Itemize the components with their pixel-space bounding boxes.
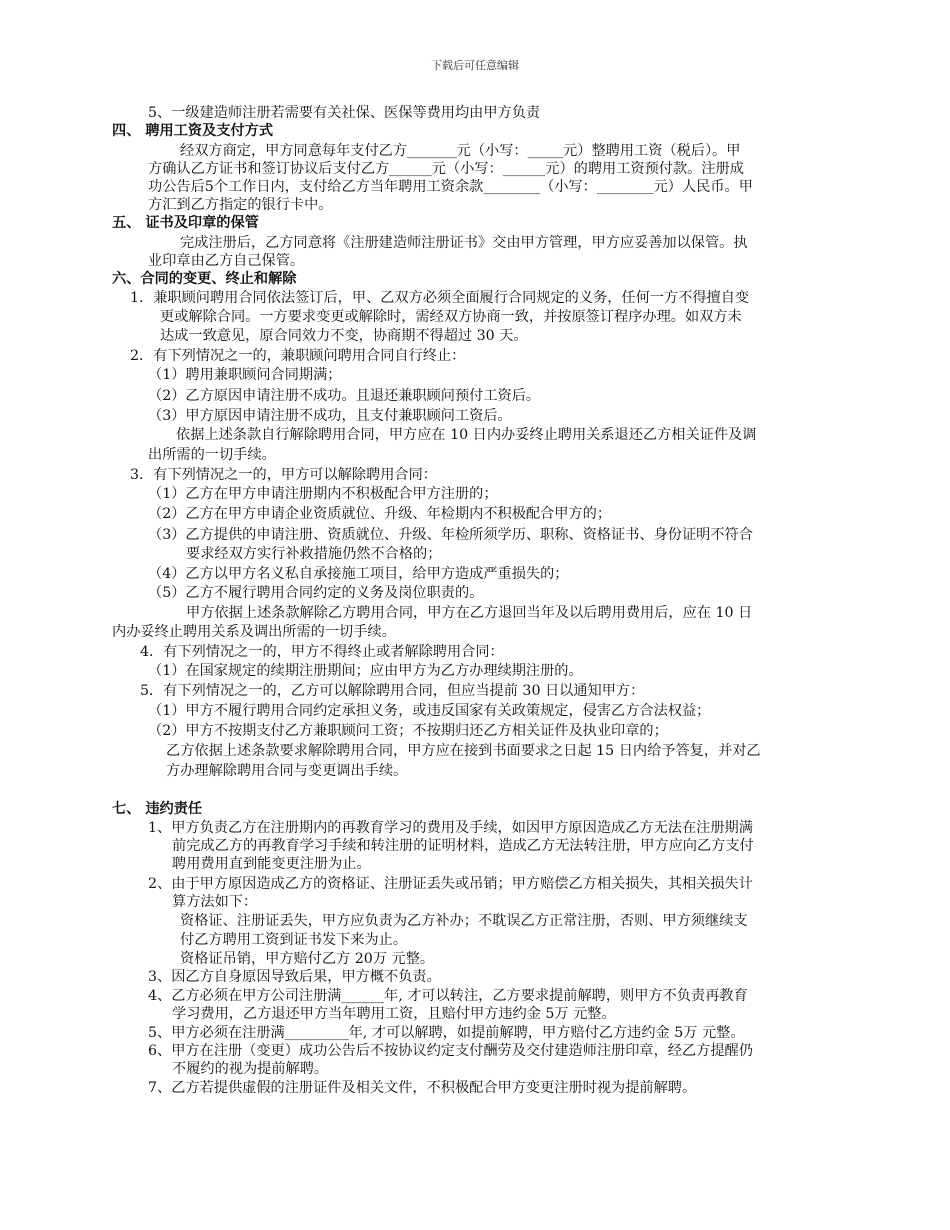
body-text-line: 方办理解除聘用合同与变更调出手续。 (166, 763, 408, 779)
body-text-line: 资格证、注册证丢失，甲方应负责为乙方补办；不耽误乙方正常注册，否则、甲方须继续支 (180, 913, 748, 929)
body-text-line: 达成一致意见，原合同效力不变，协商期不得超过 30 天。 (160, 328, 528, 344)
body-text-line: 7、乙方若提供虚假的注册证件及相关文件，不积极配合甲方变更注册时视为提前解聘。 (148, 1080, 697, 1096)
body-text-line: 经双方商定，甲方同意每年支付乙方_______元（小写：_____元）整聘用工资（税后）。甲 (180, 143, 741, 159)
body-text-line: 算方法如下： (172, 894, 258, 910)
body-text-line: 乙方依据上述条款要求解除聘用合同，甲方应在接到书面要求之日起 15 日内给予答复，并对乙 (166, 743, 761, 759)
body-text-line: （2）乙方原因申请注册不成功。且退还兼职顾问预付工资后。 (148, 388, 541, 404)
body-text-line: 方汇到乙方指定的银行卡中。 (148, 197, 333, 213)
body-text-line: （1）甲方不履行聘用合同约定承担义务，或违反国家有关政策规定，侵害乙方合法权益； (148, 703, 711, 719)
body-text-line: 3、因乙方自身原因导致后果，甲方概不负责。 (148, 969, 441, 985)
body-text-line: （2）乙方在甲方申请企业资质就位、升级、年检期内不积极配合甲方的； (148, 506, 612, 522)
body-text-line: （3）乙方提供的申请注册、资质就位、升级、年检所须学历、职称、资格证书、身份证明不符合 (148, 527, 753, 543)
body-text-line: 前完成乙方的再教育学习手续和转注册的证明材料，造成乙方无法转注册，甲方应向乙方支付 (172, 838, 754, 854)
body-text-line: 要求经双方实行补救措施仍然不合格的； (186, 546, 442, 562)
body-text-line: （1）乙方在甲方申请注册期内不积极配合甲方注册的； (148, 486, 498, 502)
body-text-line: （3）甲方原因申请注册不成功，且支付兼职顾问工资后。 (148, 408, 512, 424)
body-text-line: 不履约的视为提前解聘。 (172, 1061, 329, 1077)
section-heading: 六、合同的变更、终止和解除 (112, 271, 297, 287)
body-text-line: （1）在国家规定的续期注册期间；应由甲方为乙方办理续期注册的。 (148, 663, 583, 679)
body-text-line: 功公告后5个工作日内，支付给乙方当年聘用工资余款________（小写：________元）人民币。甲 (148, 179, 753, 195)
section-heading: 四、 聘用工资及支付方式 (112, 123, 274, 139)
page-header: 下载后可任意编辑 (431, 59, 519, 72)
body-text-line: 2、由于甲方原因造成乙方的资格证、注册证丢失或吊销；甲方赔偿乙方相关损失，其相关损失计 (148, 876, 753, 892)
body-text-line: 1、甲方负责乙方在注册期内的再教育学习的费用及手续，如因甲方原因造成乙方无法在注册期满 (148, 820, 753, 836)
body-text-line: 资格证吊销，甲方赔付乙方 20万 元整。 (180, 951, 435, 967)
body-text-line: 3．有下列情况之一的，甲方可以解除聘用合同： (130, 467, 437, 483)
body-text-line: 1．兼职顾问聘用合同依法签订后，甲、乙双方必须全面履行合同规定的义务，任何一方不得擅自变 (130, 290, 750, 306)
body-text-line: 4、乙方必须在甲方公司注册满______年, 才可以转注，乙方要求提前解聘，则甲方不负责再教育 (148, 988, 748, 1004)
body-text-line: 5、一级建造师注册若需要有关社保、医保等费用均由甲方负责 (148, 105, 541, 121)
body-text-line: （1）聘用兼职顾问合同期满； (148, 367, 342, 383)
body-text-line: （2）甲方不按期支付乙方兼职顾问工资；不按期归还乙方相关证件及执业印章的； (148, 723, 668, 739)
body-text-line: 2．有下列情况之一的，兼职顾问聘用合同自行终止： (130, 348, 466, 364)
body-text-line: 甲方依据上述条款解除乙方聘用合同，甲方在乙方退回当年及以后聘用费用后，应在 10 日 (186, 605, 753, 621)
body-text-line: 内办妥终止聘用关系及调出所需的一切手续。 (112, 624, 396, 640)
body-text-line: 完成注册后，乙方同意将《注册建造师注册证书》交由甲方管理，甲方应妥善加以保管。执 (180, 235, 748, 251)
body-text-line: 出所需的一切手续。 (148, 447, 276, 463)
body-text-line: 5、甲方必须在注册满_________年, 才可以解聘，如提前解聘，甲方赔付乙方违约金 5万 元整。 (148, 1025, 745, 1041)
body-text-line: 依据上述条款自行解除聘用合同，甲方应在 10 日内办妥终止聘用关系退还乙方相关证件及调 (176, 427, 757, 443)
body-text-line: 6、甲方在注册（变更）成功公告后不按协议约定支付酬劳及交付建造师注册印章，经乙方提醒仍 (148, 1043, 753, 1059)
body-text-line: 业印章由乙方自己保管。 (148, 253, 305, 269)
body-text-line: 方确认乙方证书和签订协议后支付乙方______元（小写：______元）的聘用工资预付款。注册成 (148, 161, 744, 177)
section-heading: 五、 证书及印章的保管 (112, 215, 259, 231)
body-text-line: 付乙方聘用工资到证书发下来为止。 (180, 932, 408, 948)
body-text-line: （5）乙方不履行聘用合同约定的义务及岗位职责的。 (148, 585, 484, 601)
body-text-line: 5．有下列情况之一的，乙方可以解除聘用合同，但应当提前 30 日以通知甲方： (140, 683, 645, 699)
section-heading: 七、 违约责任 (112, 801, 203, 817)
body-text-line: 聘用费用直到能变更注册为止。 (172, 856, 371, 872)
body-text-line: 学习费用，乙方退还甲方当年聘用工资，且赔付甲方违约金 5万 元整。 (172, 1006, 616, 1022)
body-text-line: 4．有下列情况之一的，甲方不得终止或者解除聘用合同： (140, 644, 504, 660)
body-text-line: （4）乙方以甲方名义私自承接施工项目，给甲方造成严重损失的； (148, 566, 569, 582)
body-text-line: 更或解除合同。一方要求变更或解除时，需经双方协商一致，并按原签订程序办理。如双方未 (160, 309, 742, 325)
